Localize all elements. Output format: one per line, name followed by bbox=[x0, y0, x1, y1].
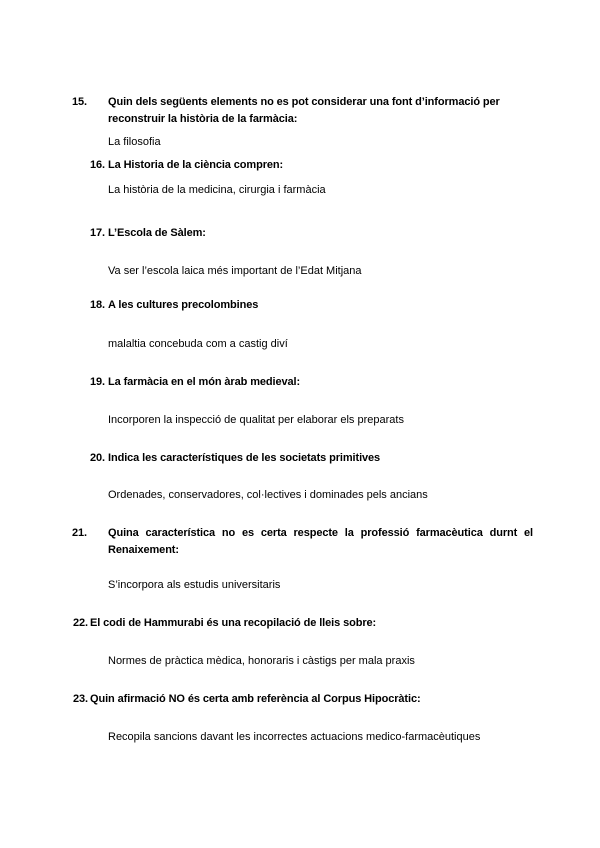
question-text: A les cultures precolombines bbox=[108, 299, 259, 311]
answer-17: Va ser l’escola laica més important de l’Edat Mitjana bbox=[108, 265, 362, 277]
question-number: 15. bbox=[72, 96, 87, 108]
question-number: 21. bbox=[72, 527, 87, 539]
question-15 bbox=[72, 94, 538, 128]
question-23 bbox=[73, 691, 520, 708]
answer-21: S’incorpora als estudis universitaris bbox=[108, 579, 281, 591]
question-number: 20. bbox=[90, 452, 105, 464]
question-16 bbox=[90, 157, 520, 174]
question-number: 23. bbox=[73, 693, 88, 705]
question-text: El codi de Hammurabi és una recopilació de lleis sobre: bbox=[90, 617, 377, 629]
question-text: Indica les característiques de les societats primitives bbox=[108, 452, 381, 464]
question-19 bbox=[90, 374, 520, 391]
question-text: La farmàcia en el món àrab medieval: bbox=[108, 376, 301, 388]
question-text: Quin dels següents elements no es pot considerar una font d’informació per reconstruir la història de la farmàcia: bbox=[108, 96, 500, 125]
question-20 bbox=[90, 450, 520, 467]
question-number: 22. bbox=[73, 617, 88, 629]
question-22 bbox=[73, 615, 520, 632]
answer-23: Recopila sancions davant les incorrectes actuacions medico-farmacèutiques bbox=[108, 731, 481, 743]
question-17 bbox=[90, 225, 520, 242]
question-number: 18. bbox=[90, 299, 105, 311]
question-text: L’Escola de Sàlem: bbox=[108, 227, 206, 239]
question-text: La Historia de la ciència compren: bbox=[108, 159, 284, 171]
answer-15: La filosofia bbox=[108, 136, 161, 148]
answer-22: Normes de pràctica mèdica, honoraris i càstigs per mala praxis bbox=[108, 655, 415, 667]
answer-19: Incorporen la inspecció de qualitat per elaborar els preparats bbox=[108, 414, 404, 426]
question-18 bbox=[90, 297, 520, 314]
question-number: 19. bbox=[90, 376, 105, 388]
answer-20: Ordenades, conservadores, col·lectives i dominades pels ancians bbox=[108, 489, 428, 501]
answer-18: malaltia concebuda com a castig diví bbox=[108, 338, 288, 350]
question-text: Quin afirmació NO és certa amb referència al Corpus Hipocràtic: bbox=[90, 693, 421, 705]
question-21 bbox=[72, 525, 533, 559]
answer-16: La història de la medicina, cirurgia i farmàcia bbox=[108, 184, 326, 196]
question-text: Quina característica no es certa respecte la professió farmacèutica durnt el Renaixement: bbox=[108, 527, 533, 556]
question-number: 16. bbox=[90, 159, 105, 171]
question-number: 17. bbox=[90, 227, 105, 239]
